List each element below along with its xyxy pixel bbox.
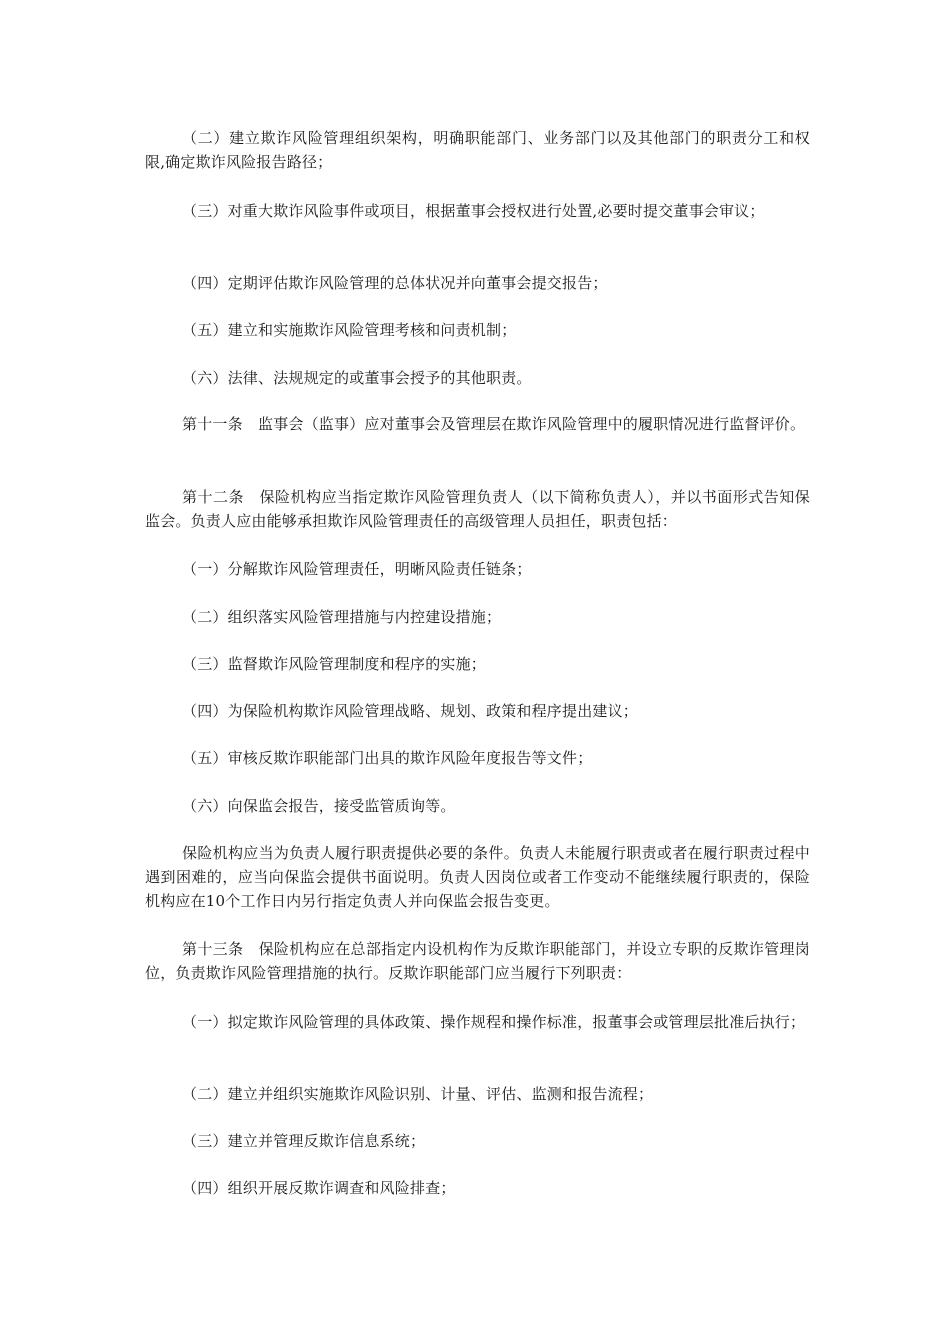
paragraph-decompose-responsibility: （一）分解欺诈风险管理责任，明晰风险责任链条； <box>182 560 532 578</box>
paragraph-propose-strategy: （四）为保险机构欺诈风险管理战略、规划、政策和程序提出建议； <box>182 702 639 720</box>
paragraph-draft-policies: （一）拟定欺诈风险管理的具体政策、操作规程和操作标准，报董事会或管理层批准后执行； <box>182 1013 806 1031</box>
paragraph-establish-structure: （二）建立欺诈风险管理组织架构，明确职能部门、业务部门以及其他部门的职责分工和权限,确定欺诈风险报告路径； <box>145 129 810 171</box>
paragraph-investigations: （四）组织开展反欺诈调查和风险排查； <box>182 1179 456 1197</box>
paragraph-report-to-regulator: （六）向保监会报告，接受监管质询等。 <box>182 797 456 815</box>
article-12: 第十二条 保险机构应当指定欺诈风险管理负责人（以下简称负责人），并以书面形式告知保监会。负责人应由能够承担欺诈风险管理责任的高级管理人员担任，职责包括： <box>145 488 810 530</box>
paragraph-major-fraud-events: （三）对重大欺诈风险事件或项目，根据董事会授权进行处置,必要时提交董事会审议； <box>182 202 765 220</box>
paragraph-supervise-systems: （三）监督欺诈风险管理制度和程序的实施； <box>182 655 487 673</box>
paragraph-review-reports: （五）审核反欺诈职能部门出具的欺诈风险年度报告等文件； <box>182 749 593 767</box>
paragraph-periodic-assessment: （四）定期评估欺诈风险管理的总体状况并向董事会提交报告； <box>182 274 608 292</box>
paragraph-info-system: （三）建立并管理反欺诈信息系统； <box>182 1132 426 1150</box>
article-13: 第十三条 保险机构应在总部指定内设机构作为反欺诈职能部门，并设立专职的反欺诈管理岗位，负责欺诈风险管理措施的执行。反欺诈职能部门应当履行下列职责： <box>145 940 810 982</box>
paragraph-implement-measures: （二）组织落实风险管理措施与内控建设措施； <box>182 608 502 626</box>
paragraph-responsible-person-conditions: 保险机构应当为负责人履行职责提供必要的条件。负责人未能履行职责或者在履行职责过程中遇到困难的，应当向保监会提供书面说明。负责人因岗位或者工作变动不能继续履行职责的，保险机构应在10个工作日内另行指定负责人并向保监会报告变更。 <box>145 844 810 910</box>
paragraph-other-duties: （六）法律、法规规定的或董事会授予的其他职责。 <box>182 369 532 387</box>
paragraph-risk-identification-process: （二）建立并组织实施欺诈风险识别、计量、评估、监测和报告流程； <box>182 1085 654 1103</box>
paragraph-accountability-mechanism: （五）建立和实施欺诈风险管理考核和问责机制； <box>182 321 517 339</box>
article-11: 第十一条 监事会（监事）应对董事会及管理层在欺诈风险管理中的履职情况进行监督评价。 <box>182 415 806 433</box>
